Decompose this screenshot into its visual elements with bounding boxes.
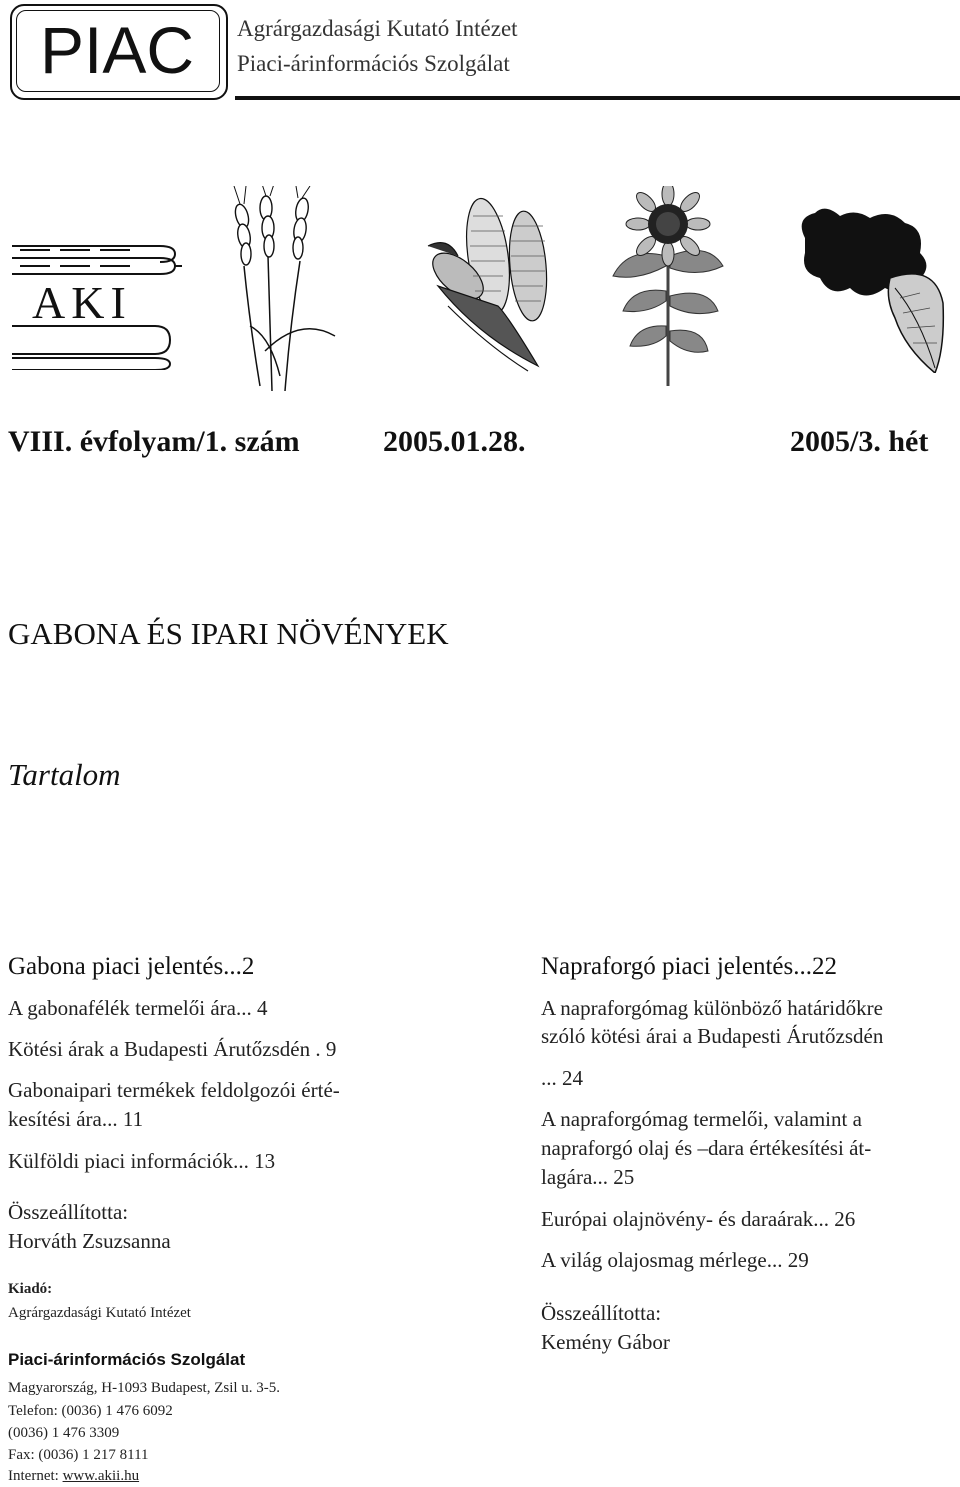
website-link[interactable]: www.akii.hu xyxy=(62,1468,140,1484)
toc-item[interactable]: Kötési árak a Budapesti Árutőzsdén . 9 xyxy=(8,1037,337,1061)
toc-item[interactable]: A napraforgómag termelői, valamint a xyxy=(541,1107,862,1131)
sugar-beet-illustration xyxy=(795,208,945,373)
toc-item[interactable]: napraforgó olaj és –dara értékesítési át- xyxy=(541,1136,872,1160)
corn-illustration xyxy=(418,186,568,376)
toc-item[interactable]: A gabonafélék termelői ára... 4 xyxy=(8,996,268,1020)
publisher-address: Magyarország, H-1093 Budapest, Zsil u. 3-5. xyxy=(8,1380,281,1396)
internet-label: Internet: xyxy=(8,1468,63,1484)
piac-logo-text: PIAC xyxy=(39,13,195,87)
publisher-label: Kiadó: xyxy=(8,1281,53,1297)
org-service: Piaci-árinformációs Szolgálat xyxy=(237,51,510,76)
publisher-institute: Agrárgazdasági Kutató Intézet xyxy=(8,1305,191,1321)
toc-item[interactable]: lagára... 25 xyxy=(541,1165,635,1189)
toc-item[interactable]: Gabonaipari termékek feldolgozói érté- xyxy=(8,1078,340,1102)
compiled-by-name: Horváth Zsuzsanna xyxy=(8,1229,171,1253)
compiled-by-label: Összeállította: xyxy=(8,1200,129,1224)
publisher-internet xyxy=(8,1468,139,1485)
issue-date: 2005.01.28. xyxy=(383,425,526,458)
aki-logo xyxy=(10,240,182,370)
toc-item[interactable]: Európai olajnövény- és daraárak... 26 xyxy=(541,1207,856,1231)
publisher-service: Piaci-árinformációs Szolgálat xyxy=(8,1350,246,1369)
publisher-fax: Fax: (0036) 1 217 8111 xyxy=(8,1447,149,1463)
issue-volume: VIII. évfolyam/1. szám xyxy=(8,425,300,458)
contents-title: Tartalom xyxy=(8,757,121,792)
sunflower-illustration xyxy=(608,186,728,386)
org-name: Agrárgazdasági Kutató Intézet xyxy=(237,16,518,41)
publisher-phone-2: (0036) 1 476 3309 xyxy=(8,1425,120,1441)
header-rule xyxy=(235,96,960,100)
aki-logo-text: AKI xyxy=(32,277,132,328)
compiled-by-name: Kemény Gábor xyxy=(541,1330,670,1354)
publisher-phone-1: Telefon: (0036) 1 476 6092 xyxy=(8,1403,173,1419)
toc-main-sunflower[interactable]: Napraforgó piaci jelentés...22 xyxy=(541,953,837,980)
section-title: GABONA ÉS IPARI NÖVÉNYEK xyxy=(8,616,449,651)
toc-item[interactable]: A világ olajosmag mérlege... 29 xyxy=(541,1248,809,1272)
compiled-by-label: Összeállította: xyxy=(541,1301,662,1325)
toc-item[interactable]: kesítési ára... 11 xyxy=(8,1107,144,1131)
toc-item[interactable]: ... 24 xyxy=(541,1066,583,1090)
issue-week: 2005/3. hét xyxy=(790,425,929,458)
toc-item[interactable]: Külföldi piaci információk... 13 xyxy=(8,1149,276,1173)
toc-main-grain[interactable]: Gabona piaci jelentés...2 xyxy=(8,953,255,980)
wheat-illustration xyxy=(230,186,340,391)
toc-item[interactable]: szóló kötési árai a Budapesti Árutőzsdén xyxy=(541,1024,884,1048)
toc-item[interactable]: A napraforgómag különböző határidőkre xyxy=(541,996,883,1020)
